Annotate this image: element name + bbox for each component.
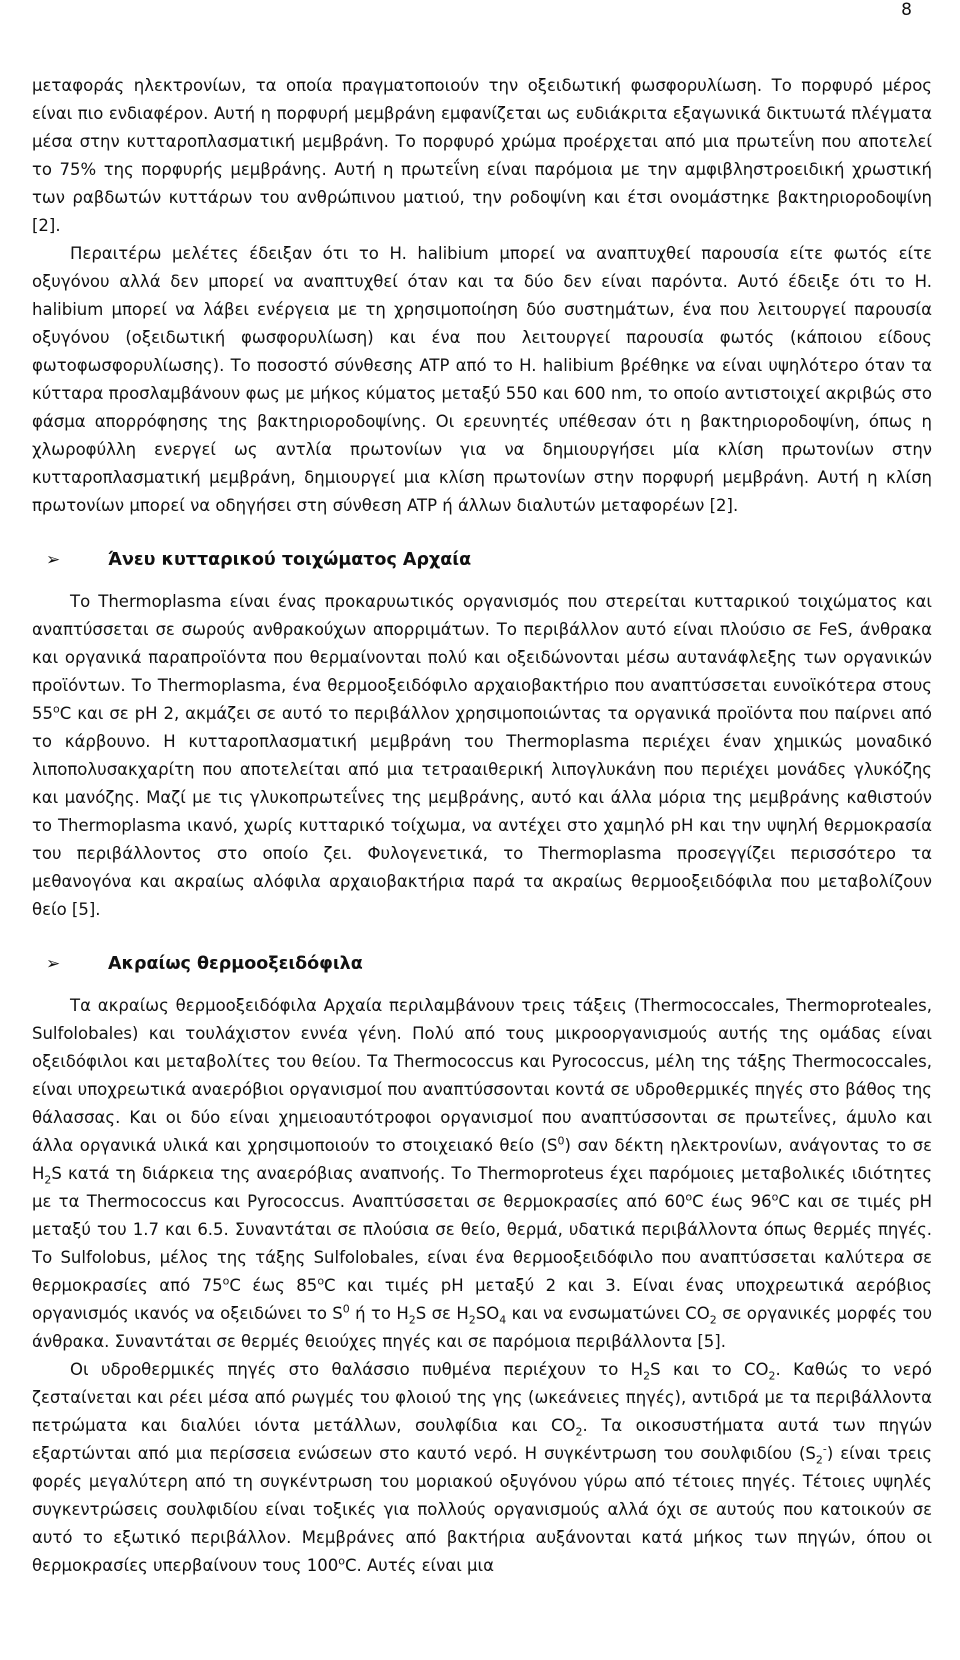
paragraph-halibium: Περαιτέρω μελέτες έδειξαν ότι το H. halibium μπορεί να αναπτυχθεί παρουσία είτε φωτός είτε οξυγόνου αλλά δεν μπορεί να αναπτυχθεί όταν και τα δύο δεν είναι παρόντα. Αυτό έδειξε ότι το H. halibium μπορεί να λάβει ενέργεια με τη χρησιμοποίηση δύο συστημάτων, ένα που λειτουργεί παρουσία οξυγόνου (οξειδωτική φωσφορυλίωση) και ένα που λειτουργεί παρουσία φωτός (κάποιου είδους φωτοφωσφορυλίωσης). Το ποσοστό σύνθεσης ATP από το H. halibium βρέθηκε να είναι υψηλότερο όταν τα κύτταρα προσλαμβάνουν φως με μήκος κύματος μεταξύ 550 και 600 nm, το οποίο αντιστοιχεί ακριβώς στο φάσμα απορρόφησης της βακτηριοροδοψίνης. Οι ερευνητές υπέθεσαν ότι η βακτηριοροδοψίνη, όπως η χλωροφύλλη ενεργεί ως αντλία πρωτονίων για να δημιουργήσει μία κλίση πρωτονίων στην κυτταροπλασματική μεμβράνη, δημιουργεί μια κλίση πρωτονίων στην πορφυρή μεμβράνη. Αυτή η κλίση πρωτονίων μπορεί να οδηγήσει στη σύνθεση ATP ή άλλων διαλυτών μεταφορέων [2]. <box>32 244 932 515</box>
bullet-arrow-icon: ➢ <box>46 550 61 570</box>
section-heading-wall-less-archaea <box>32 546 932 574</box>
page-number: 8 <box>901 0 912 20</box>
paragraph-thermoacidophiles: Τα ακραίως θερμοοξειδόφιλα Αρχαία περιλαμβάνουν τρεις τάξεις (Thermococcales, Thermoproteales, Sulfolobales) και τουλάχιστον εννέα γένη. Πολύ από τους μικροοργανισμούς αυτής της ομάδας είναι οξειδόφιλοι και μεταβολίτες του θείου. Τα Thermococcus και Pyrococcus, μέλη της τάξης Thermococcales, είναι υποχρεωτικά αναερόβιοι οργανισμοί που αναπτύσσονται κοντά σε υδροθερμικές πηγές στο βάθος της θάλασσας. Και οι δύο είναι χημειοαυτότροφοι οργανισμοί που αναπτύσσονται σε πρωτεΐνες, άμυλο και άλλα οργανικά υλικά και χρησιμοποιούν το στοιχειακό θείο $(S^0)$ σαν δέκτη ηλεκτρονίων, ανάγοντας το σε $H_2S$ κατά τη διάρκεια της αναερόβιας αναπνοής. Το Thermoproteus έχει παρόμοιες μεταβολικές ιδιότητες με τα Thermococcus και Pyrococcus. Αναπτύσσεται σε θερμοκρασίες από 60$^o$C έως 96$^o$C και σε τιμές pH μεταξύ του 1.7 και 6.5. Συναντάται σε πλούσια σε θείο, θερμά, υδατικά περιβάλλοντα όπως θερμές πηγές. Το Sulfolobus, μέλος της τάξης Sulfolobales, είναι ένα θερμοοξειδόφιλο που αναπτύσσεται καλύτερα σε θερμοκρασίες από 75$^o$C έως 85$^o$C και τιμές pH μεταξύ 2 και 3. Είναι ένας υποχρεωτικά αερόβιος οργανισμός ικανός να οξειδώνει το $S^0$ ή το $H_2S$ σε $H_2SO_4$ και να ενσωματώνει $CO_2$ σε οργανικές μορφές του άνθρακα. Συναντάται σε θερμές θειούχες πηγές και σε παρόμοια περιβάλλοντα [5]. <box>32 996 933 1351</box>
paragraph-hydrothermal-vents: Οι υδροθερμικές πηγές στο θαλάσσιο πυθμένα περιέχουν το $H_2S$ και το $CO_2$. Καθώς το νερό ζεσταίνεται και ρέει μέσα από ρωγμές του φλοιού της γης (ωκεάνειες πηγές), αντιδρά με τα περιβάλλοντα πετρώματα και διαλύει ιόντα μετάλλων, σουλφίδια και $CO_2$. Τα οικοσυστήματα αυτά των πηγών εξαρτώνται από μια περίσσεια ενώσεων στο καυτό νερό. Η συγκέντρωση του σουλφιδίου $(S_2^-)$ είναι τρεις φορές μεγαλύτερη από τη συγκέντρωση του μοριακού οξυγόνου γύρω από τέτοιες πηγές. Τέτοιες υψηλές συγκεντρώσεις σουλφιδίου είναι τοξικές για πολλούς οργανισμούς αλλά όχι σε αυτούς που κατοικούν σε αυτό το εξωτικό περιβάλλον. Μεμβράνες από βακτήρια αυξάνονται κατά μήκος των πηγών, όπου οι θερμοκρασίες υπερβαίνουν τους 100$^o$C. Αυτές είναι μια <box>32 1360 932 1575</box>
paragraph-bacteriorhodopsin: μεταφοράς ηλεκτρονίων, τα οποία πραγματοποιούν την οξειδωτική φωσφορυλίωση. Το πορφυρό μέρος είναι πιο ενδιαφέρον. Αυτή η πορφυρή μεμβράνη εμφανίζεται ως ευδιάκριτα εξαγωνικά δικτυωτά πλέγματα μέσα στην κυτταροπλασματική μεμβράνη. Το πορφυρό χρώμα προέρχεται από μια πρωτεΐνη που αποτελεί το 75% της πορφυρής μεμβράνης. Αυτή η πρωτεΐνη είναι παρόμοια με την αμφιβληστροειδική χρωστική των ραβδωτών κυττάρων του ανθρώπινου ματιού, την ροδοψίνη και έτσι ονομάστηκε βακτηριοροδοψίνη [2]. <box>32 76 932 235</box>
paragraph-thermoplasma: Το Thermoplasma είναι ένας προκαρυωτικός οργανισμός που στερείται κυτταρικού τοιχώματος και αναπτύσσεται σε σωρούς ανθρακούχων απορριμάτων. Το περιβάλλον αυτό είναι πλούσιο σε FeS, άνθρακα και οργανικά παραπροϊόντα που θερμαίνονται πολύ και οξειδώνονται μέσω αυτανάφλεξης των οργανικών προϊόντων. Το Thermoplasma, ένα θερμοοξειδόφιλο αρχαιοβακτήριο που αναπτύσσεται ευνοϊκότερα στους 55$^o$C και σε pH 2, ακμάζει σε αυτό το περιβάλλον χρησιμοποιώντας τα οργανικά προϊόντα που παίρνει από το κάρβουνο. Η κυτταροπλασματική μεμβράνη του Thermoplasma περιέχει έναν χημικώς μοναδικό λιποπολυσακχαρίτη που αποτελείται από μια τετρααιθερική λιπογλυκάνη που περιέχει μονάδες γλυκόζης και μανόζης. Μαζί με τις γλυκοπρωτεΐνες της μεμβράνης, αυτό και άλλα μόρια της μεμβράνης καθιστούν το Thermoplasma ικανό, χωρίς κυτταρικό τοίχωμα, να αντέχει στο χαμηλό pH και την υψηλή θερμοκρασία του περιβάλλοντος στο οποίο ζει. Φυλογενετικά, το Thermoplasma προσεγγίζει περισσότερο τα μεθανογόνα και ακραίως αλόφιλα αρχαιοβακτήρια παρά τα ακραίως θερμοοξειδόφιλα που μεταβολίζουν θείο [5]. <box>32 592 932 919</box>
heading-text: Ακραίως θερμοοξειδόφιλα <box>108 954 363 974</box>
section-heading-thermoacidophiles <box>32 950 932 978</box>
page-content <box>32 72 932 1580</box>
bullet-arrow-icon: ➢ <box>46 954 61 974</box>
heading-text: Άνευ κυτταρικού τοιχώματος Αρχαία <box>108 550 472 570</box>
